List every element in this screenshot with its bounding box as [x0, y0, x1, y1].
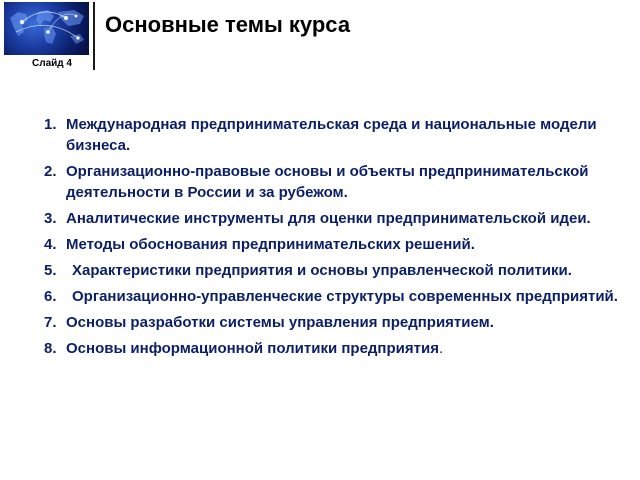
list-item [44, 208, 624, 229]
list-item [44, 114, 624, 156]
list-item [44, 260, 624, 281]
topic-number: 1. [44, 116, 57, 133]
list-item [44, 312, 624, 333]
list-item [44, 161, 624, 203]
topic-number: 5. [44, 262, 57, 279]
topic-number: 2. [44, 163, 57, 180]
topic-number: 8. [44, 340, 57, 357]
topic-text: Характеристики предприятия и основы управленческой политики. [72, 262, 572, 279]
topic-text-main: Основы информационной политики предприятия [66, 340, 439, 357]
list-item [44, 286, 624, 307]
course-topics-list [44, 114, 624, 364]
topic-text: Основы разработки системы управления предприятием. [66, 314, 494, 331]
list-item [44, 234, 624, 255]
topic-text-tail: . [438, 340, 444, 357]
topic-text: Организационно-правовые основы и объекты предпринимательской деятельности в России и за рубежом. [66, 163, 589, 201]
topic-text: Методы обоснования предпринимательских решений. [66, 236, 475, 253]
slide-number-label: Слайд 4 [32, 58, 72, 69]
topic-number: 7. [44, 314, 57, 331]
topic-text: Аналитические инструменты для оценки предпринимательской идеи. [66, 210, 591, 227]
topic-number: 4. [44, 236, 57, 253]
topic-number: 6. [44, 288, 57, 305]
header-divider [93, 2, 95, 70]
slide-title: Основные темы курса [105, 12, 351, 37]
world-map-icon [4, 2, 89, 55]
world-map-network-logo [4, 2, 89, 55]
topic-text [66, 338, 624, 359]
topic-text: Международная предпринимательская среда и национальные модели бизнеса. [66, 116, 597, 154]
topic-number: 3. [44, 210, 57, 227]
topic-text: Организационно-управленческие структуры современных предприятий. [72, 288, 618, 305]
list-item [44, 338, 624, 359]
